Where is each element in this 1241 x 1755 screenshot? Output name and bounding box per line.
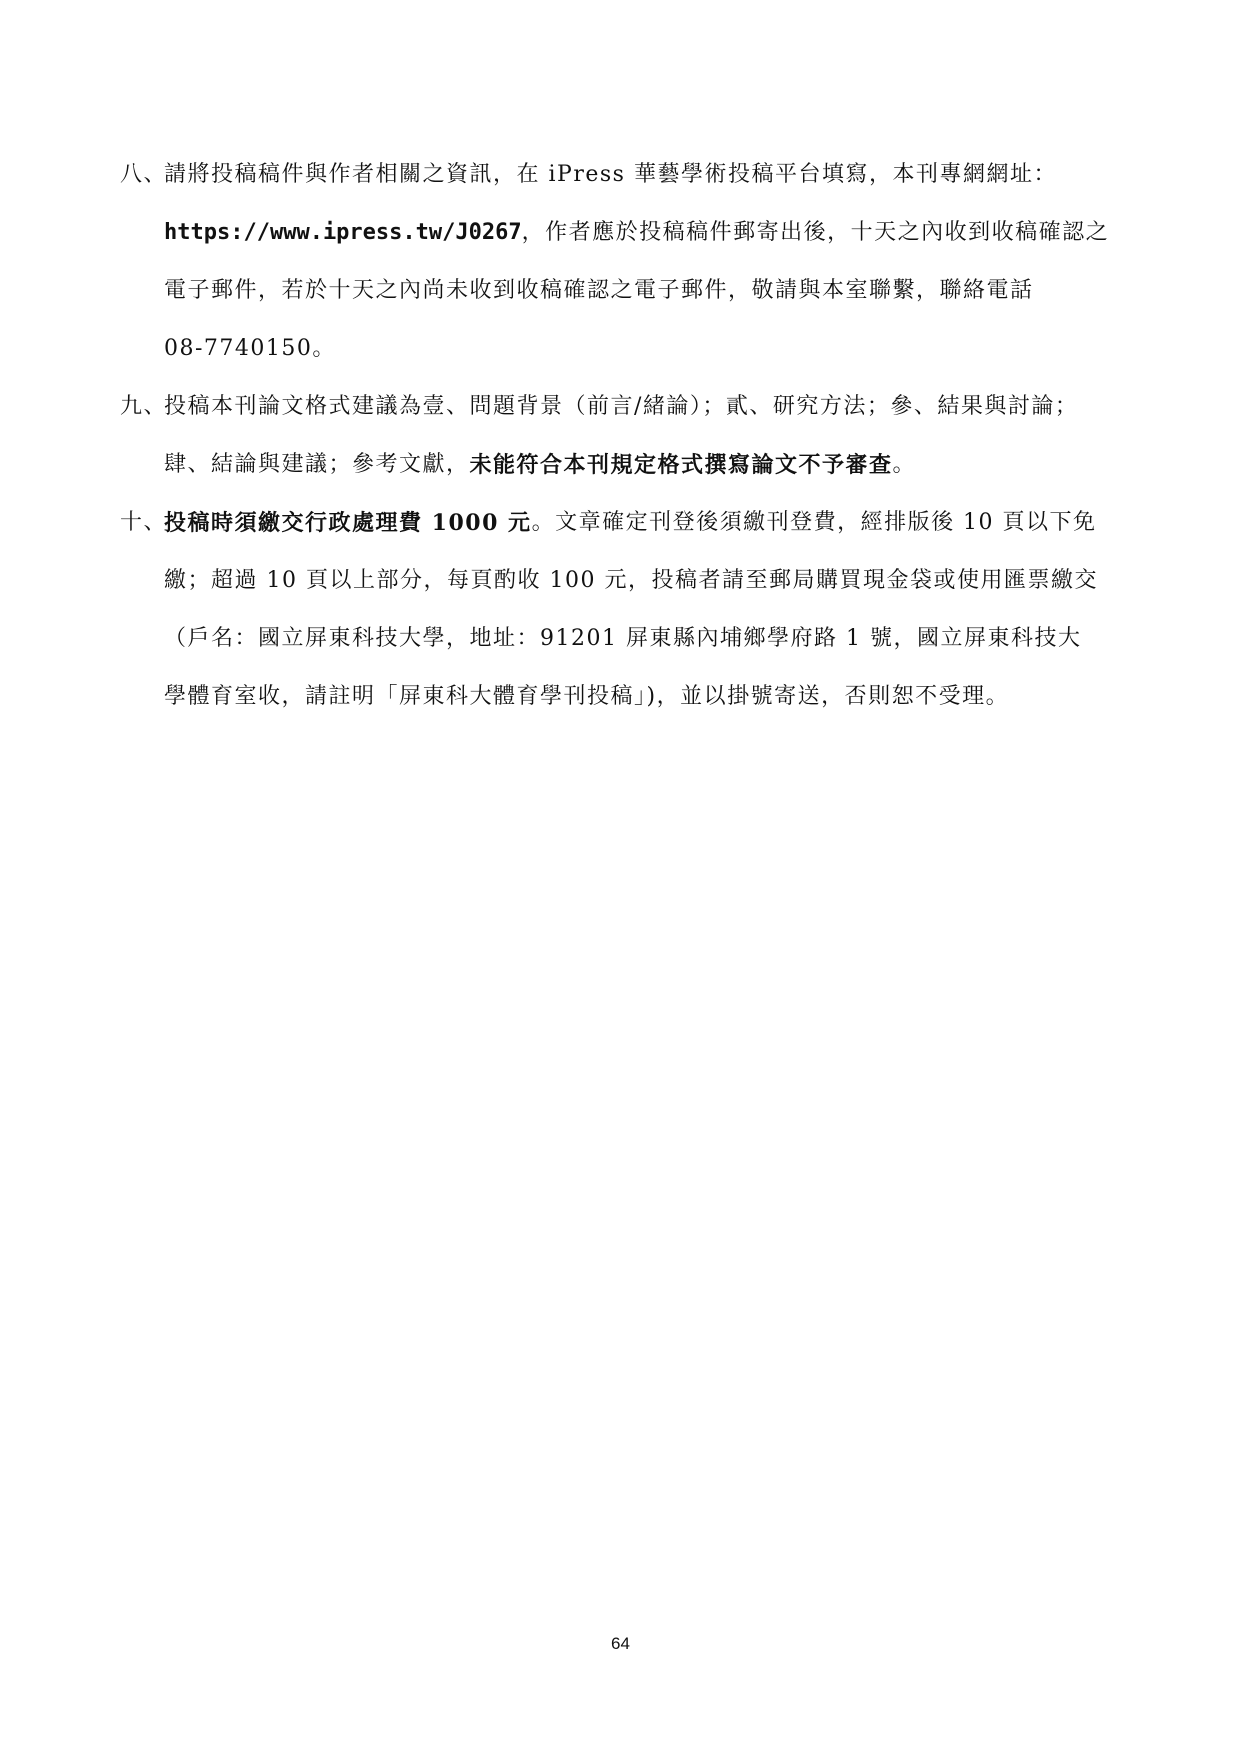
text-segment: 。文章確定刊登後須繳刊登費，經排版後 10 頁以下免: [531, 510, 1097, 535]
text-segment: 。: [892, 452, 917, 477]
item-marker: 八、: [120, 162, 168, 187]
text-line: [120, 610, 1120, 668]
text-line: [120, 146, 1120, 204]
text-line: [120, 494, 1120, 552]
text-segment: 繳；超過 10 頁以上部分，每頁酌收 100 元，投稿者請至郵局購買現金袋或使用匯票繳交: [164, 568, 1098, 593]
text-line: [120, 262, 1120, 320]
text-segment: ，作者應於投稿稿件郵寄出後，十天之內收到收稿確認之: [521, 220, 1110, 245]
list-item-submission-info: [120, 146, 1120, 378]
item-marker: 十、: [120, 510, 168, 535]
phone-number: 08-7740150。: [164, 336, 336, 361]
text-segment: 請將投稿稿件與作者相關之資訊，在 iPress 華藝學術投稿平台填寫，本刊專網網址：: [164, 162, 1057, 187]
text-line: [120, 378, 1120, 436]
bold-fee-notice: 投稿時須繳交行政處理費 1000 元: [164, 510, 532, 536]
text-line: [120, 204, 1120, 262]
text-line: [120, 552, 1120, 610]
list-item-paper-format: [120, 378, 1120, 494]
item-marker: 九、: [120, 394, 168, 419]
text-segment: （戶名：國立屏東科技大學，地址：91201 屏東縣內埔鄉學府路 1 號，國立屏東科技大: [164, 626, 1082, 651]
text-segment: 肆、結論與建議；參考文獻，: [164, 452, 470, 477]
journal-url-link[interactable]: https://www.ipress.tw/J0267: [164, 220, 522, 245]
text-line: [120, 320, 1120, 378]
bold-warning: 未能符合本刊規定格式撰寫論文不予審查: [469, 452, 893, 478]
text-segment: 電子郵件，若於十天之內尚未收到收稿確認之電子郵件，敬請與本室聯繫，聯絡電話: [164, 278, 1034, 303]
text-line: [120, 668, 1120, 726]
list-item-fees: [120, 494, 1120, 726]
text-line: [120, 436, 1120, 494]
page-number: 64: [611, 1634, 630, 1653]
text-segment: 學體育室收，請註明「屏東科大體育學刊投稿」)，並以掛號寄送，否則恕不受理。: [164, 684, 1010, 709]
text-segment: 投稿本刊論文格式建議為壹、問題背景（前言/緒論）；貳、研究方法；參、結果與討論；: [164, 394, 1079, 419]
